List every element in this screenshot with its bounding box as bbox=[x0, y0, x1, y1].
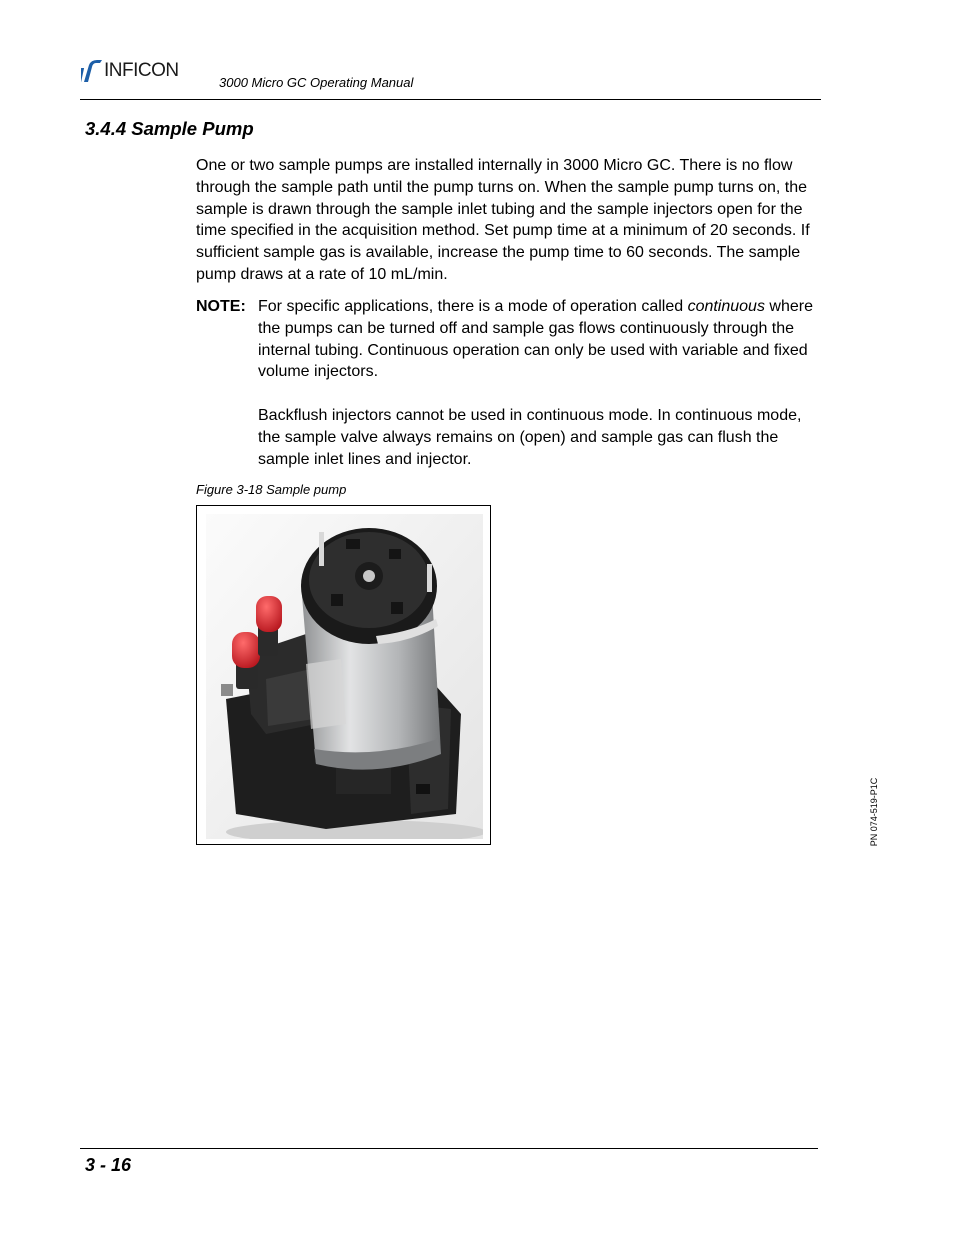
note-paragraph-1 bbox=[258, 296, 818, 383]
note-block bbox=[196, 296, 821, 470]
note-text-before: For specific applications, there is a mode of operation called bbox=[258, 298, 688, 315]
manual-title: 3000 Micro GC Operating Manual bbox=[219, 75, 414, 90]
logo-wordmark: INFICON bbox=[104, 60, 179, 81]
section-title: 3.4.4 Sample Pump bbox=[85, 118, 254, 139]
header-rule bbox=[80, 99, 821, 100]
page-number: 3 - 16 bbox=[85, 1155, 132, 1175]
figure-frame bbox=[196, 505, 491, 845]
footer-rule bbox=[80, 1148, 818, 1149]
inficon-logo-icon bbox=[81, 59, 103, 83]
note-paragraph-2: Backflush injectors cannot be used in continuous mode. In continuous mode, the sample valve always remains on (open) and sample gas can flush the sample inlet lines and injector. bbox=[258, 406, 802, 468]
part-number-text: PN 074-519-P1C bbox=[869, 777, 879, 847]
body-paragraph: One or two sample pumps are installed internally in 3000 Micro GC. There is no flow through the sample path until the pump turns on. When the sample pump turns on, the sample is drawn through the sample inlet tubing and the sample injectors open for the time specified in the acquisition method. Set pump time at a minimum of 20 seconds. If sufficient sample gas is available, increase the pump time to 60 seconds. The sample pump draws at a rate of 10 mL/min. bbox=[196, 157, 810, 283]
figure-caption: Figure 3-18 Sample pump bbox=[196, 482, 347, 497]
note-emphasis: continuous bbox=[687, 298, 765, 315]
sample-pump-photo bbox=[206, 514, 483, 839]
note-body bbox=[258, 296, 818, 470]
note-text-after: where the pumps can be turned off and sample gas flows continuously through the internal tubing. Continuous operation can only be used with variable and fixed volume injectors. bbox=[258, 298, 813, 381]
inficon-logo bbox=[81, 58, 179, 84]
note-label: NOTE: bbox=[196, 298, 246, 315]
